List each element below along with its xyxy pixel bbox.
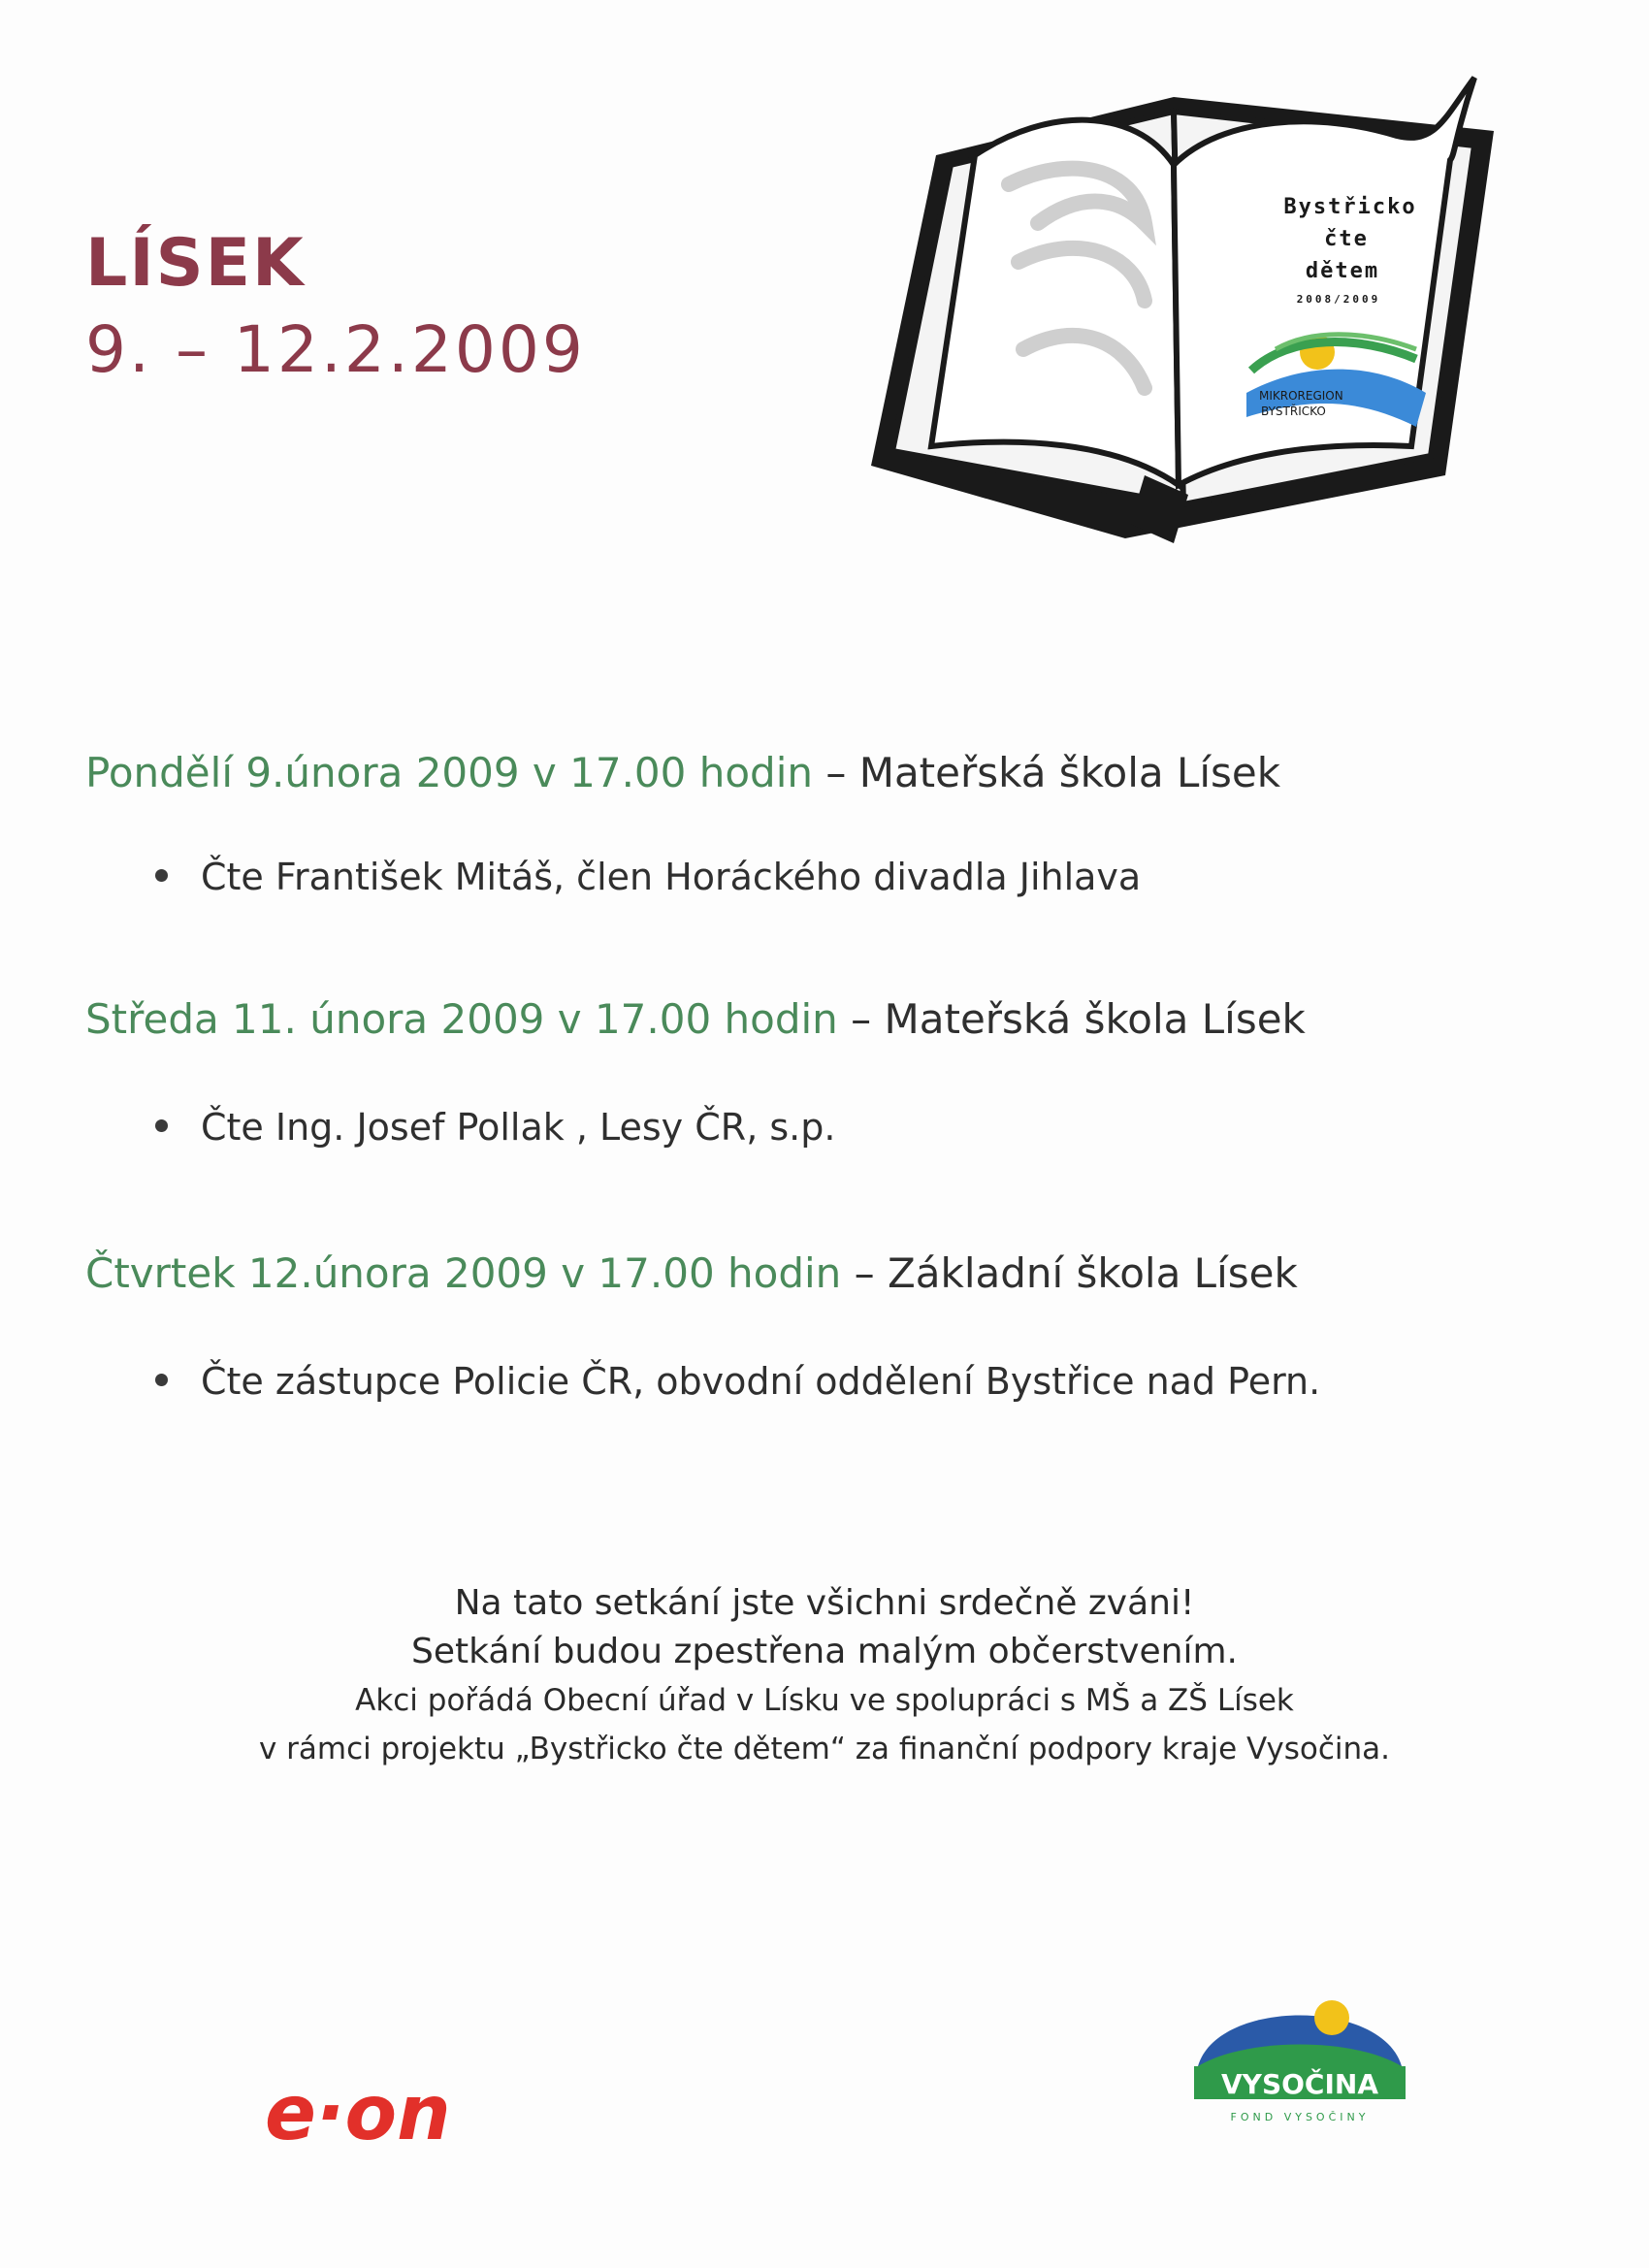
- closing-line-4: v rámci projektu „Bystřicko čte dětem“ za finanční podpory kraje Vysočina.: [258, 1732, 1391, 1766]
- event-3-place: – Základní škola Lísek: [841, 1249, 1298, 1297]
- event-3-reader: [155, 1360, 1320, 1403]
- event-1-reader: [155, 856, 1141, 898]
- vysocina-logo: [1188, 1969, 1411, 2134]
- book-text-line3: dětem: [1305, 259, 1380, 283]
- vysocina-subtitle: FOND VYSOČINY: [1230, 2111, 1370, 2123]
- event-2-reader-text: Čte Ing. Josef Pollak , Lesy ČR, s.p.: [201, 1106, 836, 1149]
- bullet-icon: [155, 869, 168, 882]
- event-3-day: Čtvrtek 12.února 2009 v 17.00 hodin: [85, 1249, 842, 1297]
- book-logo: [854, 58, 1504, 563]
- eon-logo: [260, 2071, 512, 2158]
- book-text-line1: Bystřicko: [1283, 195, 1417, 219]
- mikroregion-label: MIKROREGION: [1259, 389, 1343, 403]
- closing-line-1: Na tato setkání jste všichni srdečně zváni!: [454, 1583, 1195, 1623]
- event-2: [85, 995, 1306, 1043]
- event-1: [85, 749, 1280, 796]
- event-2-place: – Mateřská škola Lísek: [837, 995, 1306, 1043]
- bystricko-label: BYSTŘICKO: [1261, 405, 1326, 418]
- event-1-reader-text: Čte František Mitáš, člen Horáckého divadla Jihlava: [201, 856, 1142, 898]
- event-2-day: Středa 11. února 2009 v 17.00 hodin: [85, 995, 838, 1043]
- bullet-icon: [155, 1119, 168, 1132]
- event-3-reader-text: Čte zástupce Policie ČR, obvodní oddělení Bystřice nad Pern.: [201, 1360, 1321, 1403]
- closing-line-2: Setkání budou zpestřena malým občerstvením.: [411, 1632, 1238, 1671]
- book-text-year: 2008/2009: [1296, 293, 1381, 306]
- eon-logo-text: e·on: [265, 2071, 451, 2157]
- page-title: LÍSEK: [85, 225, 306, 302]
- closing-line-3: Akci pořádá Obecní úřad v Lísku ve spolupráci s MŠ a ZŠ Lísek: [355, 1683, 1294, 1718]
- book-text-line2: čte: [1324, 227, 1369, 251]
- event-dates: 9. – 12.2.2009: [85, 312, 586, 387]
- event-3: [85, 1249, 1298, 1297]
- vysocina-logo-text: VYSOČINA: [1221, 2068, 1378, 2100]
- event-1-day: Pondělí 9.února 2009 v 17.00 hodin: [85, 749, 813, 796]
- event-1-place: – Mateřská škola Lísek: [813, 749, 1281, 796]
- event-2-reader: [155, 1106, 835, 1149]
- closing-text: [0, 1579, 1649, 1773]
- bullet-icon: [155, 1374, 168, 1386]
